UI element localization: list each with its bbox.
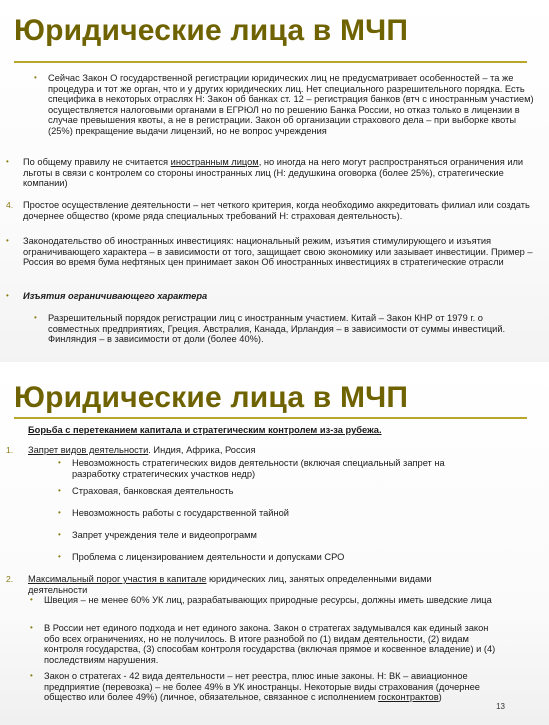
item-text: По общему правилу не считается иностранным лицом, но иногда на него могут распространяться ограничения или льготы в связи с контролем со стороны иностранных лиц (Н: дедушкина оговорка (более 25%), стратегические компании) — [23, 157, 524, 189]
slide-2 — [0, 368, 549, 725]
bullet-icon: • — [58, 530, 61, 539]
bullet-icon: • — [34, 313, 37, 322]
bullet-icon: • — [30, 623, 33, 632]
slide-heading: Борьба с перетеканием капитала и стратегическим контролем из-за рубежа. — [28, 425, 382, 435]
bullet-icon: • — [58, 486, 61, 495]
item-text: Разрешительный порядок регистрации лиц с иностранным участием. Китай – Закон КНР от 1979 г. о совместных предприятиях, Греция. Австралия, Канада, Ирландия – в зависимости от суммы инвестиций. Финляндия – в зависимости от доли (более 40%). — [48, 313, 506, 345]
item-text: Запрет учреждения теле и видеопрограмм — [72, 530, 257, 540]
list-number: 4. — [6, 200, 14, 210]
list-number: 1. — [6, 445, 14, 455]
item-text: Страховая, банковская деятельность — [72, 486, 234, 496]
title-underline — [14, 61, 527, 63]
item-text: Запрет видов деятельности. Индия, Африка, Россия — [28, 445, 256, 455]
bullet-icon: • — [6, 291, 9, 300]
item-heading: Изъятия ограничивающего характера — [23, 291, 208, 301]
page-number: 13 — [496, 702, 505, 711]
slide-1 — [0, 0, 549, 362]
slide-title: Юридические лица в МЧП — [14, 14, 409, 47]
item-text: Сейчас Закон О государственной регистрации юридических лиц не предусматривает особенностей – та же процедура и тот же орган, что и у других юридических лиц. Нет специального разрешительного порядка. Есть специфика в некоторых отраслях Н: Закон об банках ст. 12 – регистрация банков (втч с иностранным участием) осуществляется налоговыми органами в ЕГРЮЛ но по решению Банка России, но отказ только в лицензии в случае превышения квоты, а не в регистрации. Закон об организации страхового дела – при выборке квоты (25%) прекращение выдачи лицензий, но не вопрос учреждения — [48, 73, 534, 136]
bullet-icon: • — [30, 595, 33, 604]
bullet-icon: • — [58, 552, 61, 561]
bullet-icon: • — [6, 157, 9, 166]
item-text: Невозможность работы с государственной тайной — [72, 508, 290, 518]
underlined-term: госконтрактов — [378, 692, 439, 703]
item-text: Проблема с лицензированием деятельности и допусками СРО — [72, 552, 345, 562]
bullet-icon: • — [30, 671, 33, 680]
bullet-icon: • — [6, 236, 9, 245]
item-text: Простое осуществление деятельности – нет четкого критерия, когда необходимо аккредитовать филиал или создать дочернее общество (кроме ряда специальных требований Н: страховая деятельность). — [23, 200, 530, 221]
list-number: 2. — [6, 574, 14, 584]
item-text: Закон о стратегах - 42 вида деятельности – нет реестра, плюс иные законы. Н: ВК – авиационное предприятие (перевозка) – не более 49% в УК иностранцы. Некоторые виды страхования (дочернее общество или более 49%) (личное, обязательное, связанное с исполнением госконтрактов) — [44, 671, 480, 703]
title-underline — [14, 417, 527, 419]
underlined-term: Максимальный порог участия в капитале — [28, 574, 207, 584]
item-text: Швеция – не менее 60% УК лиц, разрабатывающих природные ресурсы, должны иметь шведские лица — [44, 595, 492, 605]
underlined-term: Запрет видов деятельности — [28, 445, 149, 455]
bullet-icon: • — [58, 508, 61, 517]
item-text: В России нет единого подхода и нет единого закона. Закон о стратегах задумывался как единый закон обо всех ограничениях, но не получилось. В итоге разнобой по (1) видам деятельности, (2) видам контроля государства, (3) способам контроля государства (включая прямое и косвенное владение) и (4) последствиям нарушения. — [44, 623, 496, 665]
bullet-icon: • — [34, 73, 37, 82]
slide-title: Юридические лица в МЧП — [14, 381, 409, 414]
bullet-icon: • — [58, 458, 61, 467]
item-text: Невозможность стратегических видов деятельности (включая специальный запрет на разработку стратегических участков недр) — [72, 458, 445, 479]
item-text: Максимальный порог участия в капитале юридических лиц, занятых определенными видами деятельности — [28, 574, 432, 595]
item-text: Законодательство об иностранных инвестициях: национальный режим, изъятия стимулирующего и изъятия ограничивающего характера – в зависимости от того, защищает свою экономику или зазывает инвестиции. Пример – Россия во время бума нефтяных цен принимает закон Об иностранных инвестициях в стратегические отрасли — [23, 236, 533, 268]
underlined-term: иностранным лицом — [170, 157, 259, 167]
